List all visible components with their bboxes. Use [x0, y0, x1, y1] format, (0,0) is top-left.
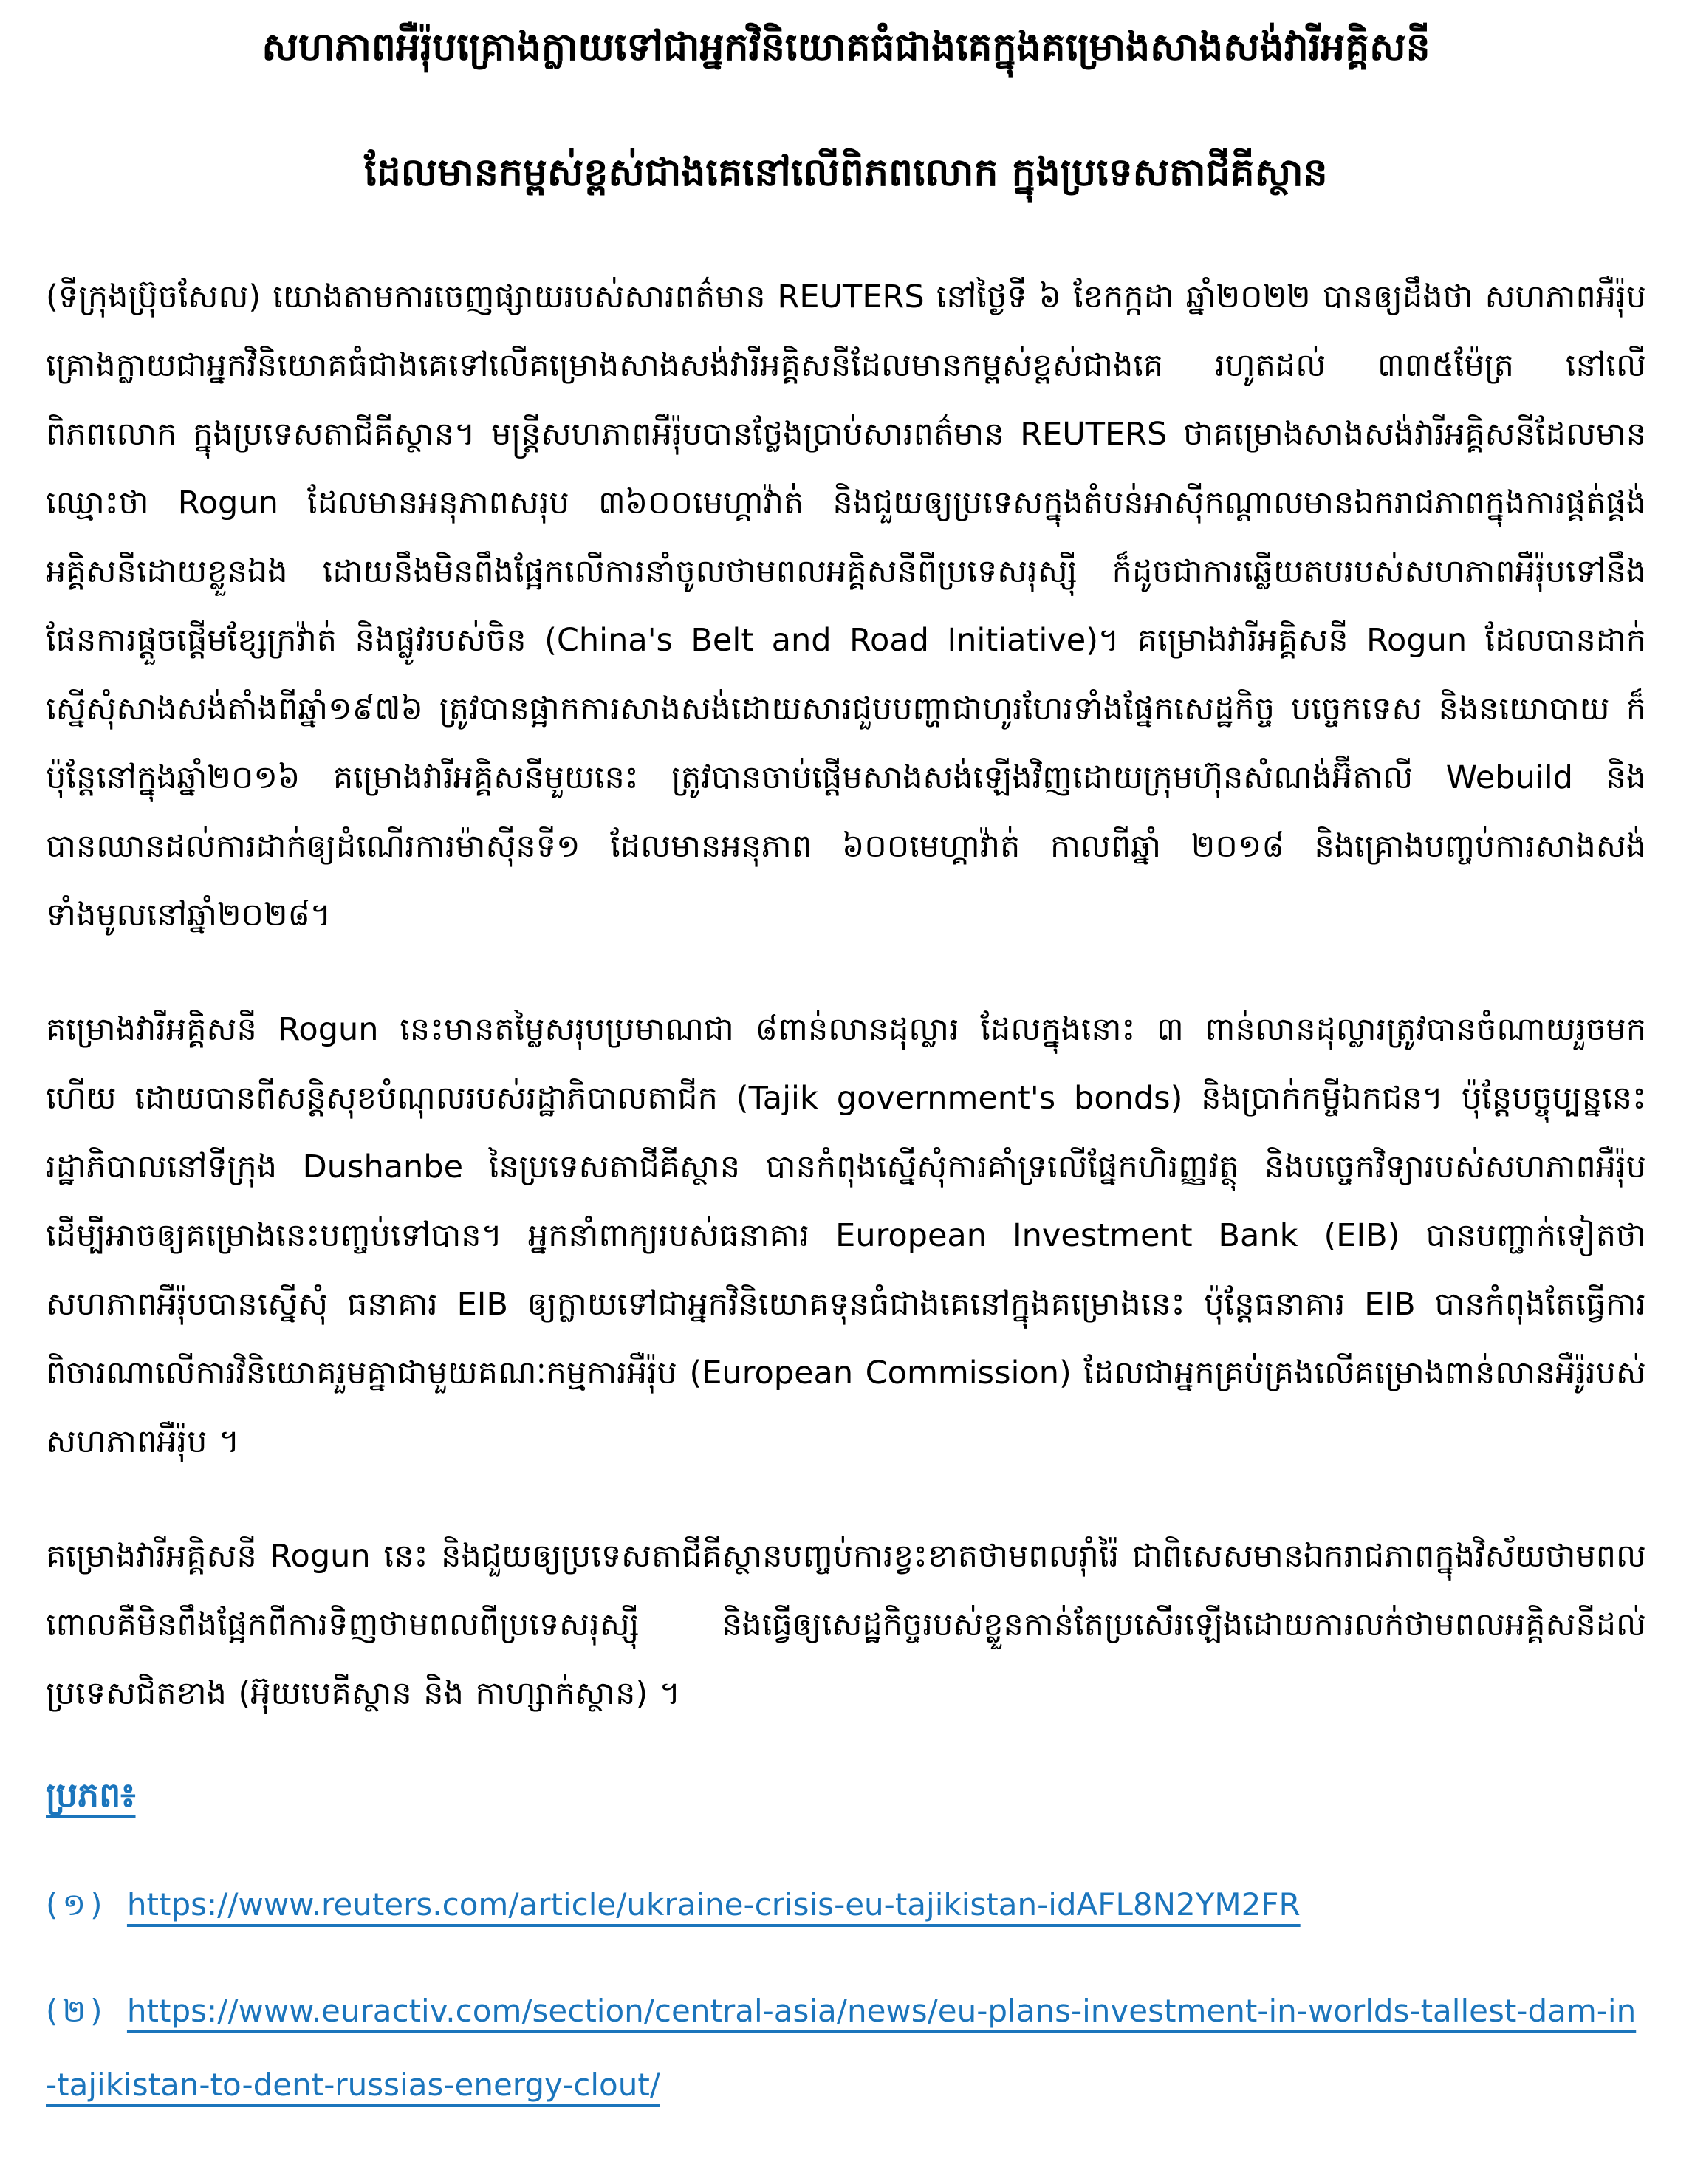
document-title-line-2: ដែលមានកម្ពស់ខ្ពស់ជាងគេនៅលើពិភពលោក ក្នុងប្រទេសតាជីគីស្ថាន — [364, 151, 1328, 195]
sources-section — [46, 1774, 1646, 2122]
article-body — [46, 263, 1646, 1728]
source-item-1 — [46, 1868, 1646, 1942]
source-link-euractiv[interactable]: https://www.euractiv.com/section/central-asia/news/eu-plans-investment-in-worlds-tallest-dam-in-tajikistan-to-dent-russias-energy-clout/ — [46, 1993, 1637, 2103]
body-paragraph-2: គម្រោងវារីអគ្គិសនី Rogun នេះមានតម្លៃសរុបប្រមាណជា ៨ពាន់លានដុល្លារ ដែលក្នុងនោះ ៣ ពាន់លានដុល្លារត្រូវបានចំណាយរួចមកហើយ ដោយបានពីសន្តិសុខបំណុលរបស់រដ្ឋាភិបាលតាជីក (Tajik government's bonds) និងប្រាក់កម្ចីឯកជន។ ប៉ុន្តែបច្ចុប្បន្ននេះ រដ្ឋាភិបាលនៅទីក្រុង Dushanbe នៃប្រទេសតាជីគីស្ថាន បានកំពុងស្នើសុំការគាំទ្រលើផ្នែកហិរញ្ញវត្ថុ និងបច្ចេកវិទ្យារបស់សហភាពអឺរ៉ុប ដើម្បីអាចឲ្យគម្រោងនេះបញ្ចប់ទៅបាន។ អ្នកនាំពាក្យរបស់ធនាគារ European Investment Bank (EIB) បានបញ្ជាក់ទៀតថា សហភាពអឺរ៉ុបបានស្នើសុំ ធនាគារ EIB ឲ្យក្លាយទៅជាអ្នកវិនិយោគទុនធំជាងគេនៅក្នុងគម្រោងនេះ ប៉ុន្តែធនាគារ EIB បានកំពុងតែធ្វើការពិចារណាលើការវិនិយោគរួមគ្នាជាមួយគណៈកម្មការអឺរ៉ុប (European Commission) ដែលជាអ្នកគ្រប់គ្រងលើគម្រោងពាន់លានអឺរ៉ូរបស់សហភាពអឺរ៉ុប ។ — [46, 1011, 1646, 1460]
sources-heading: ប្រភព៖ — [46, 1775, 136, 1815]
document-title-line-1: សហភាពអឺរ៉ុបគ្រោងក្លាយទៅជាអ្នកវិនិយោគធំជាងគេក្នុងគម្រោងសាងសង់វារីអគ្គិសនី — [261, 25, 1431, 69]
source-item-2 — [46, 1974, 1646, 2122]
source-link-reuters[interactable]: https://www.reuters.com/article/ukraine-crisis-eu-tajikistan-idAFL8N2YM2FR — [126, 1886, 1301, 1923]
body-paragraph-1: (ទីក្រុងប្រ៊ុចសែល) យោងតាមការចេញផ្សាយរបស់សារពត៌មាន REUTERS នៅថ្ងៃទី ៦ ខែកក្កដា ឆ្នាំ២០២២ បានឲ្យដឹងថា សហភាពអឺរ៉ុបគ្រោងក្លាយជាអ្នកវិនិយោគធំជាងគេទៅលើគម្រោងសាងសង់វារីអគ្គិសនីដែលមានកម្ពស់ខ្ពស់ជាងគេ រហូតដល់ ៣៣៥ម៉ែត្រ នៅលើពិភពលោក ក្នុងប្រទេសតាជីគីស្ថាន។ មន្ត្រីសហភាពអឺរ៉ុបបានថ្លែងប្រាប់សារពត៌មាន REUTERS ថាគម្រោងសាងសង់វារីអគ្គិសនីដែលមានឈ្មោះថា Rogun ដែលមានអនុភាពសរុប ៣៦០០មេហ្គាវ៉ាត់ និងជួយឲ្យប្រទេសក្នុងតំបន់អាស៊ីកណ្តាលមានឯករាជភាពក្នុងការផ្គត់ផ្គង់អគ្គិសនីដោយខ្លួនឯង ដោយនឹងមិនពឹងផ្អែកលើការនាំចូលថាមពលអគ្គិសនីពីប្រទេសរុស្ស៊ី ក៏ដូចជាការឆ្លើយតបរបស់សហភាពអឺរ៉ុបទៅនឹងផែនការផ្តួចផ្តើមខ្សែក្រវ៉ាត់ និងផ្លូវរបស់ចិន (China's Belt and Road Initiative)។ គម្រោងវារីអគ្គិសនី Rogun ដែលបានដាក់ស្នើសុំសាងសង់តាំងពីឆ្នាំ១៩៧៦ ត្រូវបានផ្អាកការសាងសង់ដោយសារជួបបញ្ហាជាហូរហែរទាំងផ្នែកសេដ្ឋកិច្ច បច្ចេកទេស និងនយោបាយ ក៏ប៉ុន្តែនៅក្នុងឆ្នាំ២០១៦ គម្រោងវារីអគ្គិសនីមួយនេះ ត្រូវបានចាប់ផ្តើមសាងសង់ឡើងវិញដោយក្រុមហ៊ុនសំណង់អ៊ីតាលី Webuild និងបានឈានដល់ការដាក់ឲ្យដំណើរការម៉ាស៊ីនទី១ ដែលមានអនុភាព ៦០០មេហ្គាវ៉ាត់ កាលពីឆ្នាំ ២០១៨ និងគ្រោងបញ្ចប់ការសាងសង់ទាំងមូលនៅឆ្នាំ២០២៨។ — [46, 278, 1646, 934]
source-index-2: (២) — [46, 1993, 107, 2029]
body-paragraph-3: គម្រោងវារីអគ្គិសនី Rogun នេះ និងជួយឲ្យប្រទេសតាជីគីស្ថានបញ្ចប់ការខ្វះខាតថាមពលរ៉ាំរ៉ៃ ជាពិសេសមានឯករាជភាពក្នុងវិស័យថាមពលពោលគឺមិនពឹងផ្អែកពីការទិញថាមពលពីប្រទេសរុស្ស៊ី និងធ្វើឲ្យសេដ្ឋកិច្ចរបស់ខ្លួនកាន់តែប្រសើរឡើងដោយការលក់ថាមពលអគ្គិសនីដល់ប្រទេសជិតខាង (អ៊ុយបេគីស្ថាន និង កាហ្សាក់ស្ថាន) ។ — [46, 1538, 1646, 1712]
document-title — [46, 25, 1646, 195]
source-index-1: (១) — [46, 1886, 107, 1923]
